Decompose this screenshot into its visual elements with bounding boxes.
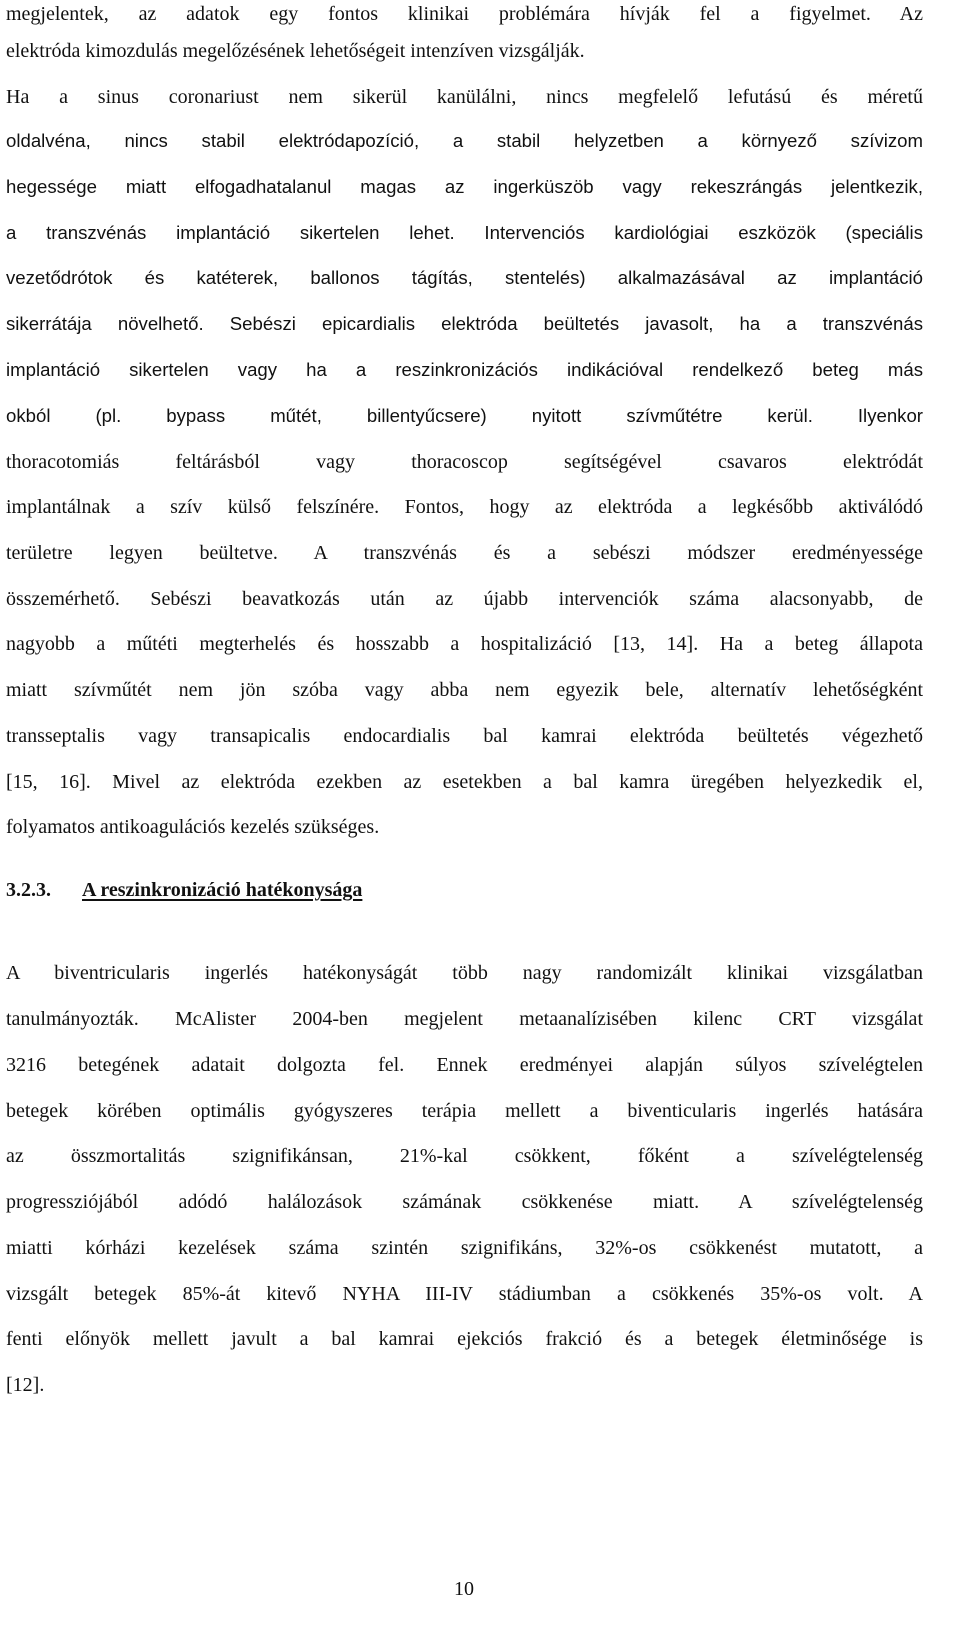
text-line: progressziójából adódó halálozások számának csökkenése miatt. A szívelégtelenség <box>6 1191 923 1213</box>
text-line: vezetődrótok és katéterek, ballonos tágítás, stentelés) alkalmazásával az implantáció <box>6 267 923 288</box>
text-line: transseptalis vagy transapicalis endocardialis bal kamrai elektróda beültetés végezhető <box>6 725 923 747</box>
text-line: összemérhető. Sebészi beavatkozás után az újabb intervenciók száma alacsonyabb, de <box>6 588 923 610</box>
text-line: hegessége miatt elfogadhatalanul magas az ingerküszöb vagy rekeszrángás jelentkezik, <box>6 176 923 197</box>
text-line: területre legyen beültetve. A transzvénás és a sebészi módszer eredményessége <box>6 542 923 564</box>
text-line: miatti kórházi kezelések száma szintén szignifikáns, 32%-os csökkenést mutatott, a <box>6 1237 923 1259</box>
text-line: Ha a sinus coronariust nem sikerül kanülálni, nincs megfelelő lefutású és méretű <box>6 86 923 108</box>
text-line: nagyobb a műtéti megterhelés és hosszabb a hospitalizáció [13, 14]. Ha a beteg állapota <box>6 633 923 655</box>
text-line: fenti előnyök mellett javult a bal kamrai ejekciós frakció és a betegek életminősége is <box>6 1328 923 1350</box>
text-line: vizsgált betegek 85%-át kitevő NYHA III-IV stádiumban a csökkenés 35%-os volt. A <box>6 1283 923 1305</box>
section-number: 3.2.3. <box>6 879 51 901</box>
text-line: az összmortalitás szignifikánsan, 21%-kal csökkent, főként a szívelégtelenség <box>6 1145 923 1167</box>
text-line: 3216 betegének adatait dolgozta fel. Ennek eredményei alapján súlyos szívelégtelen <box>6 1054 923 1076</box>
text-line: tanulmányozták. McAlister 2004-ben megjelent metaanalízisében kilenc CRT vizsgálat <box>6 1008 923 1030</box>
text-line: okból (pl. bypass műtét, billentyűcsere) nyitott szívműtétre kerül. Ilyenkor <box>6 405 923 426</box>
text-line: megjelentek, az adatok egy fontos klinikai problémára hívják fel a figyelmet. Az <box>6 3 923 25</box>
text-line: a transzvénás implantáció sikertelen lehet. Intervenciós kardiológiai eszközök (speciális <box>6 222 923 243</box>
text-line: A biventricularis ingerlés hatékonyságát több nagy randomizált klinikai vizsgálatban <box>6 962 923 984</box>
text-line: implantálnak a szív külső felszínére. Fontos, hogy az elektróda a legkésőbb aktiválódó <box>6 496 923 518</box>
text-line: [12]. <box>6 1374 45 1396</box>
text-line: miatt szívműtét nem jön szóba vagy abba nem egyezik bele, alternatív lehetőségként <box>6 679 923 701</box>
text-line: [15, 16]. Mivel az elektróda ezekben az esetekben a bal kamra üregében helyezkedik el, <box>6 771 923 793</box>
text-line: folyamatos antikoagulációs kezelés szükséges. <box>6 816 380 838</box>
text-line: betegek körében optimális gyógyszeres terápia mellett a biventicularis ingerlés hatására <box>6 1100 923 1122</box>
section-heading <box>6 875 362 905</box>
text-line: elektróda kimozdulás megelőzésének lehetőségeit intenzíven vizsgálják. <box>6 40 585 62</box>
section-title: A reszinkronizáció hatékonysága <box>82 879 363 901</box>
page-number: 10 <box>454 1578 474 1600</box>
text-line: implantáció sikertelen vagy ha a reszinkronizációs indikációval rendelkező beteg más <box>6 359 923 380</box>
text-line: thoracotomiás feltárásból vagy thoracoscop segítségével csavaros elektródát <box>6 451 923 473</box>
text-line: sikerrátája növelhető. Sebészi epicardialis elektróda beültetés javasolt, ha a transzvénás <box>6 313 923 334</box>
text-line: oldalvéna, nincs stabil elektródapozíció, a stabil helyzetben a környező szívizom <box>6 130 923 151</box>
